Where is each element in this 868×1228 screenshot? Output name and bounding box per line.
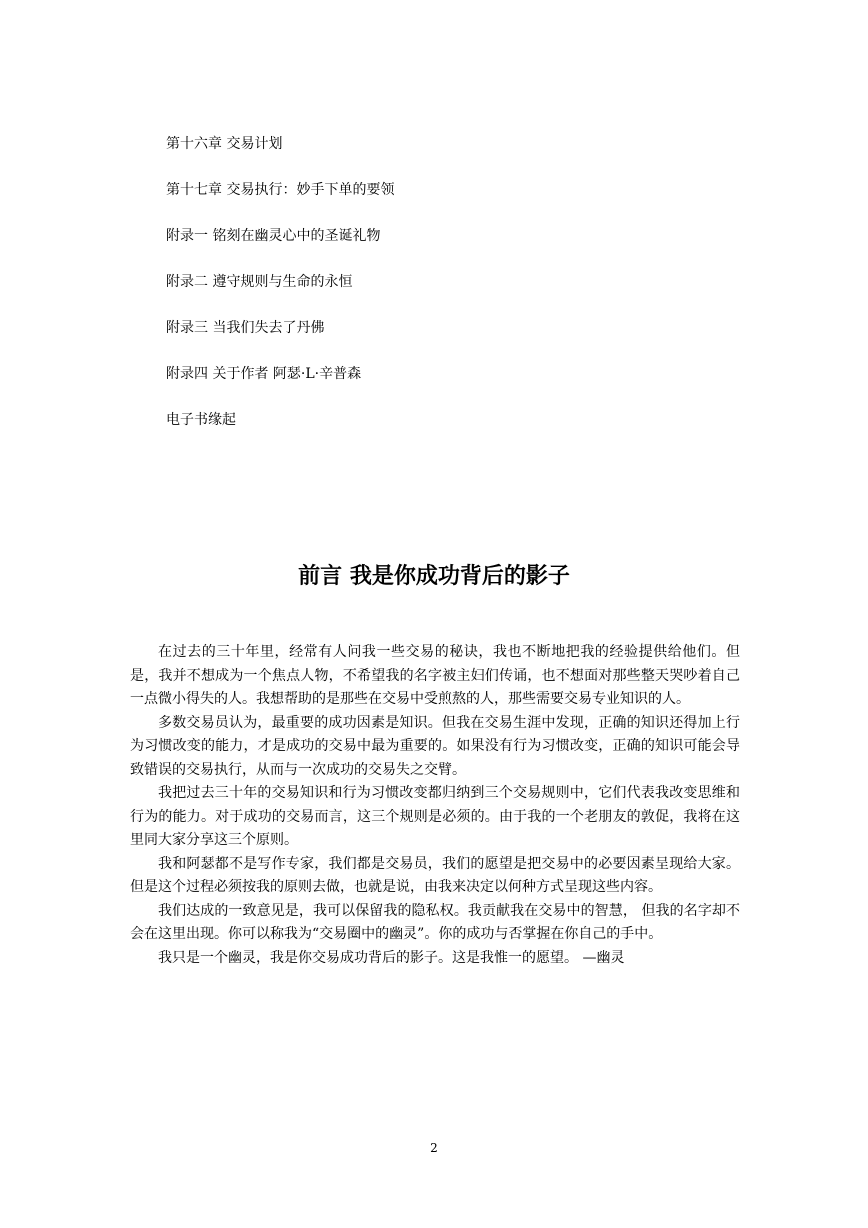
page-number: 2 bbox=[430, 1141, 438, 1155]
toc-item: 附录三 当我们失去了丹佛 bbox=[166, 320, 325, 336]
paragraph: 我只是一个幽灵，我是你交易成功背后的影子。这是我惟一的愿望。 —幽灵 bbox=[158, 949, 625, 966]
preface-title: 前言 我是你成功背后的影子 bbox=[298, 563, 570, 589]
toc-item: 附录一 铭刻在幽灵心中的圣诞礼物 bbox=[166, 228, 381, 244]
paragraph: 我们达成的一致意见是，我可以保留我的隐私权。我贡献我在交易中的智慧， 但我的名字却不会在这里出现。你可以称我为“交易圈中的幽灵”。你的成功与否掌握在你自己的手中。 bbox=[130, 902, 740, 942]
toc-item: 附录二 遵守规则与生命的永恒 bbox=[166, 274, 353, 290]
paragraph: 在过去的三十年里，经常有人问我一些交易的秘诀，我也不断地把我的经验提供给他们。但是，我并不想成为一个焦点人物，不希望我的名字被主妇们传诵，也不想面对那些整天哭吵着自己一点微小得失的人。我想帮助的是那些在交易中受煎熬的人，那些需要交易专业知识的人。 bbox=[130, 644, 740, 707]
toc-item: 第十六章 交易计划 bbox=[166, 136, 283, 152]
paragraph: 我和阿瑟都不是写作专家，我们都是交易员，我们的愿望是把交易中的必要因素呈现给大家。但是这个过程必须按我的原则去做，也就是说，由我来决定以何种方式呈现这些内容。 bbox=[130, 855, 740, 895]
toc-item: 第十七章 交易执行：妙手下单的要领 bbox=[166, 182, 395, 198]
paragraph: 多数交易员认为，最重要的成功因素是知识。但我在交易生涯中发现，正确的知识还得加上行为习惯改变的能力，才是成功的交易中最为重要的。如果没有行为习惯改变，正确的知识可能会导致错误的交易执行，从而与一次成功的交易失之交臂。 bbox=[130, 714, 740, 778]
table-of-contents bbox=[166, 134, 726, 456]
toc-item: 电子书缘起 bbox=[166, 412, 236, 428]
toc-item: 附录四 关于作者 阿瑟·L·辛普森 bbox=[166, 366, 362, 382]
paragraph: 我把过去三十年的交易知识和行为习惯改变都归纳到三个交易规则中，它们代表我改变思维和行为的能力。对于成功的交易而言，这三个规则是必须的。由于我的一个老朋友的敦促，我将在这里同大家分享这三个原则。 bbox=[130, 785, 740, 848]
preface-body bbox=[130, 641, 740, 970]
